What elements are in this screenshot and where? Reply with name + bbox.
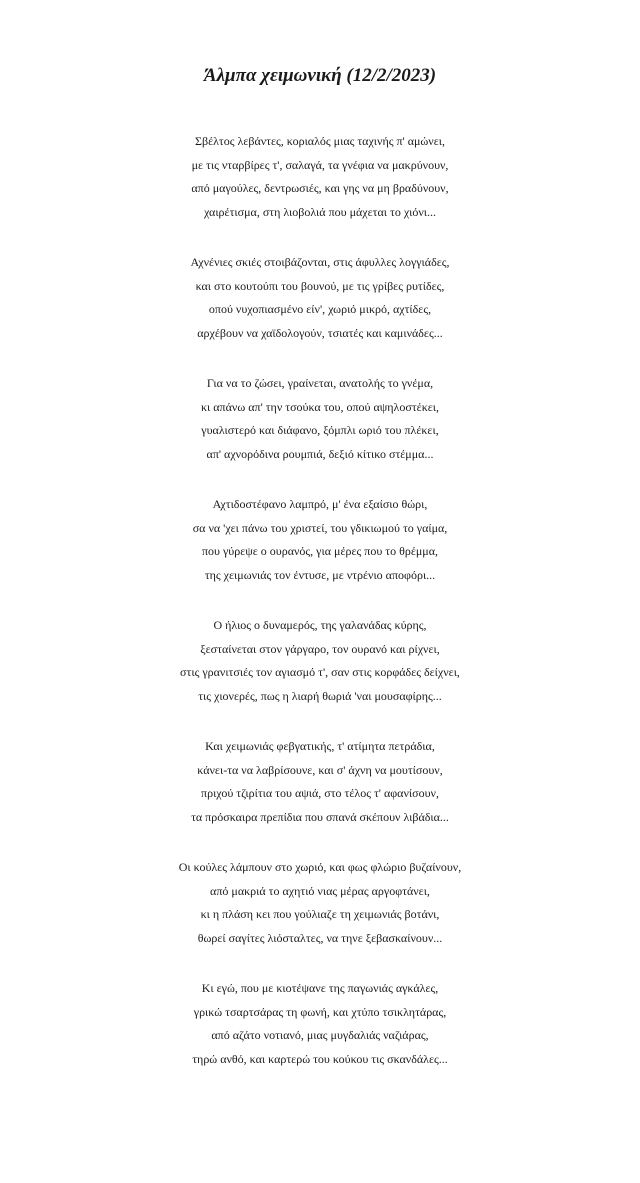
poem-line: Για να το ζώσει, γραίνεται, ανατολής το γνέμα, <box>206 376 434 390</box>
poem-line: γρικώ τσαρτσάρας τη φωνή, και χτύπο τσικλητάρας, <box>193 1004 447 1019</box>
poem-line: τα πρόσκαιρα πρεπίδια που σπανά σκέπουν λιβάδια... <box>191 809 449 824</box>
poem-line: από μακριά το αχητιό νιας μέρας αργοφτάνει, <box>210 883 430 898</box>
poem-line: Αχτιδοστέφανο λαμπρό, μ' ένα εξαίσιο θώρι, <box>212 497 428 511</box>
stanza-1 <box>0 130 640 224</box>
stanza-4 <box>0 493 640 587</box>
poem-line: της χειμωνιάς τον έντυσε, με ντρένιο αποφόρι... <box>204 567 436 582</box>
poem-line: απ' αχνορόδινα ρουμπιά, δεξιό κίτικο στέμμα... <box>206 446 434 461</box>
stanza-3 <box>0 372 640 466</box>
poem-line: από αζάτο νοτιανό, μιας μυγδαλιάς ναζιάρας, <box>211 1028 429 1042</box>
poem-line: οπού νυχοπιασμένο είν', χωριό μικρό, αχτίδες, <box>208 302 432 316</box>
poem-line: κι απάνω απ' την τσούκα του, οπού αψηλοστέκει, <box>200 399 440 414</box>
poem-line: στις γρανιτσιές τον αγιασμό τ', σαν στις κορφάδες δείχνει, <box>180 665 460 679</box>
stanza-7 <box>0 856 640 950</box>
poem-line: με τις νταρβίρες τ', σαλαγά, τα γνέφια να μακρύνουν, <box>191 157 449 172</box>
poem-line: γυαλιστερό και διάφανο, ξόμπλι ωριό του πλέκει, <box>201 423 439 437</box>
poem-line: Κι εγώ, που με κιοτέψανε της παγωνιάς αγκάλες, <box>201 981 439 995</box>
poem-line: ξεσταίνεται στον γάργαρο, τον ουρανό και ρίχνει, <box>200 641 440 656</box>
poem-title: Άλμπα χειμωνική (12/2/2023) <box>203 65 437 86</box>
poem-line: που γύρεψε ο ουρανός, για μέρες που το θρέμμα, <box>201 544 439 558</box>
stanza-5 <box>0 614 640 708</box>
poem-line: Σβέλτος λεβάντες, κοριαλός μιας ταχινής π' αμώνει, <box>194 134 446 148</box>
stanza-6 <box>0 735 640 829</box>
poem-line: κι η πλάση κει που γούλιαζε τη χειμωνιάς βοτάνι, <box>200 907 440 921</box>
stanza-8 <box>0 977 640 1071</box>
poem-line: σα να 'χει πάνω του χριστεί, του γδικιωμού το γαίμα, <box>192 520 448 535</box>
poem-line: αρχέβουν να χαϊδολογούν, τσιατές και καμινάδες... <box>197 325 443 340</box>
poem-line: και στο κουτούπι του βουνού, με τις γρίβες ρυτίδες, <box>195 278 445 293</box>
poem-line: πριχού τζιρίτια του αψιά, στο τέλος τ' αφανίσουν, <box>201 786 439 800</box>
poem-line: θωρεί σαγίτες λιόσταλτες, να τηνε ξεβασκαίνουν... <box>197 930 443 945</box>
poem-line: Οι κούλες λάμπουν στο χωριό, και φως φλώριο βυζαίνουν, <box>178 860 462 874</box>
stanza-2 <box>0 251 640 345</box>
poem-line: κάνει-τα να λαβρίσουνε, και σ' άχνη να μουτίσουν, <box>197 762 443 777</box>
poem-body <box>0 130 640 1098</box>
poem-line: χαιρέτισμα, στη λιοβολιά που μάχεται το χιόνι... <box>203 204 437 219</box>
poem-line: Ο ήλιος ο δυναμερός, της γαλανάδας κύρης, <box>213 618 427 632</box>
poem-line: Και χειμωνιάς φεβγατικής, τ' ατίμητα πετράδια, <box>205 739 435 753</box>
poem-line: τηρώ ανθό, και καρτερώ του κούκου τις σκανδάλες... <box>192 1051 448 1066</box>
poem-line: Αχνένιες σκιές στοιβάζονται, στις άφυλλες λογγιάδες, <box>190 255 450 269</box>
poem-line: τις χιονερές, πως η λιαρή θωριά 'ναι μουσαφίρης... <box>198 688 442 703</box>
poem-line: από μαγούλες, δεντρωσιές, και γης να μη βραδύνουν, <box>191 181 449 195</box>
